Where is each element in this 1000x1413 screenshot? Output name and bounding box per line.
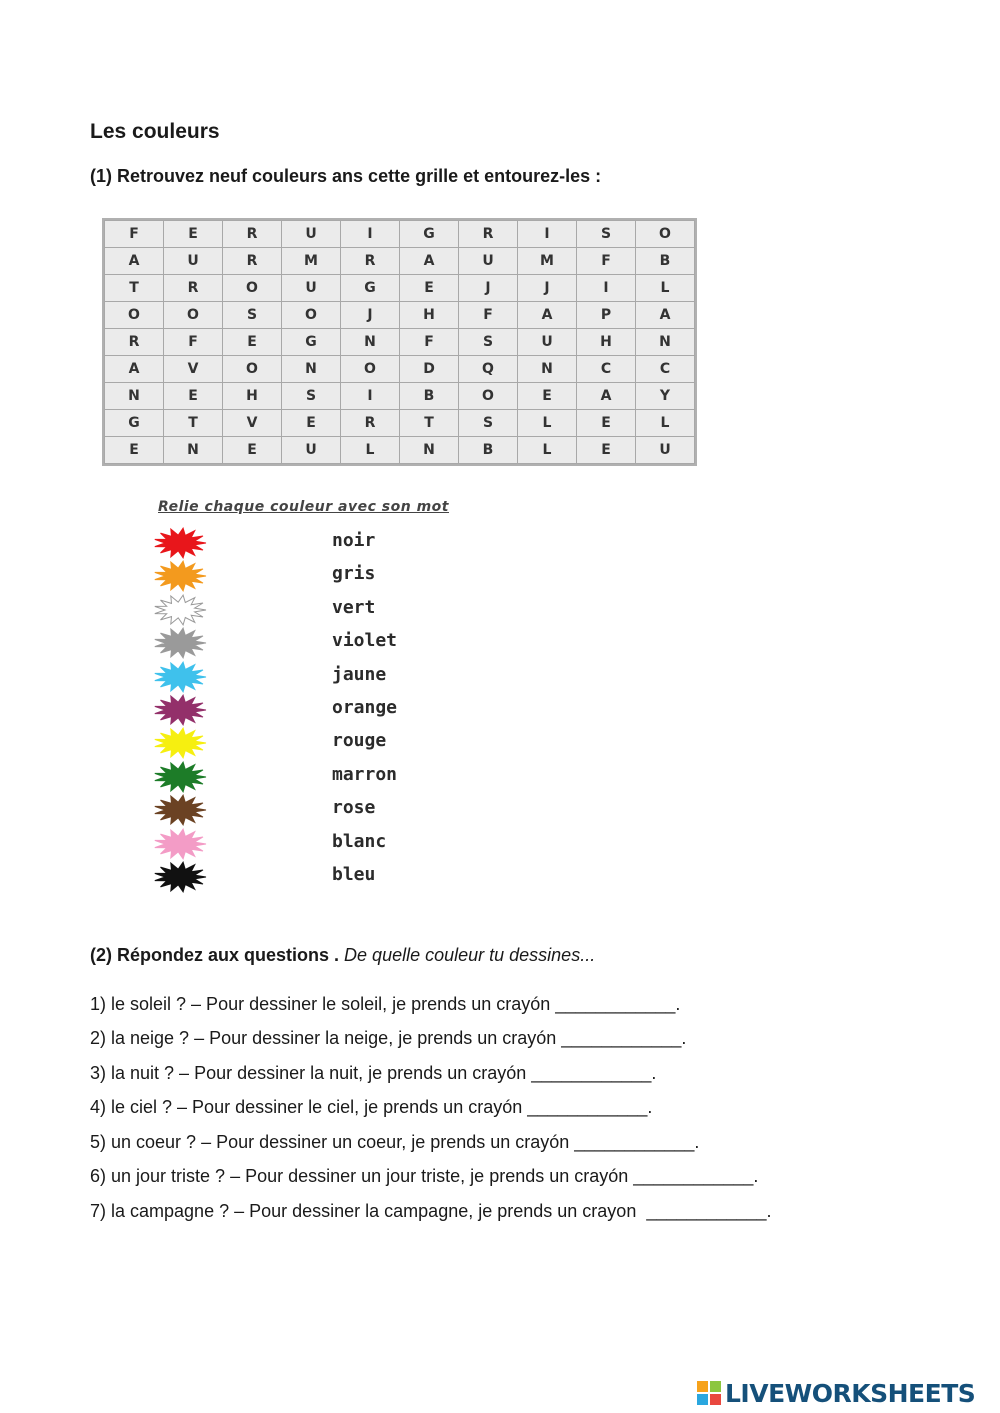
grid-letter[interactable]: N bbox=[341, 329, 400, 356]
question-5[interactable]: 5) un coeur ? – Pour dessiner un coeur, je prends un crayón ____________. bbox=[90, 1132, 700, 1152]
color-splat-icon[interactable] bbox=[150, 693, 210, 727]
grid-letter[interactable]: E bbox=[282, 410, 341, 437]
grid-letter[interactable]: F bbox=[400, 329, 459, 356]
color-word[interactable]: vert bbox=[332, 596, 376, 618]
grid-letter[interactable]: R bbox=[341, 248, 400, 275]
question-7[interactable]: 7) la campagne ? – Pour dessiner la campagne, je prends un crayon ____________. bbox=[90, 1201, 772, 1221]
grid-letter[interactable]: H bbox=[400, 302, 459, 329]
word-search-grid bbox=[104, 220, 695, 464]
grid-letter[interactable]: P bbox=[577, 302, 636, 329]
grid-letter[interactable]: A bbox=[105, 356, 164, 383]
grid-letter[interactable]: J bbox=[459, 275, 518, 302]
grid-letter[interactable]: O bbox=[636, 221, 695, 248]
grid-letter[interactable]: L bbox=[518, 437, 577, 464]
grid-letter[interactable]: S bbox=[577, 221, 636, 248]
grid-letter[interactable]: F bbox=[577, 248, 636, 275]
grid-letter[interactable]: L bbox=[636, 275, 695, 302]
grid-letter[interactable]: C bbox=[636, 356, 695, 383]
grid-letter[interactable]: D bbox=[400, 356, 459, 383]
grid-letter[interactable]: S bbox=[282, 383, 341, 410]
grid-letter[interactable]: R bbox=[105, 329, 164, 356]
grid-letter[interactable]: I bbox=[518, 221, 577, 248]
color-word[interactable]: rose bbox=[332, 797, 376, 819]
color-word[interactable]: gris bbox=[332, 563, 376, 585]
grid-letter[interactable]: E bbox=[518, 383, 577, 410]
grid-row bbox=[105, 410, 695, 437]
grid-letter[interactable]: O bbox=[341, 356, 400, 383]
grid-letter[interactable]: N bbox=[400, 437, 459, 464]
grid-letter[interactable]: N bbox=[164, 437, 223, 464]
color-splat-icon[interactable] bbox=[150, 726, 210, 760]
color-splat-icon[interactable] bbox=[150, 827, 210, 861]
grid-letter[interactable]: A bbox=[518, 302, 577, 329]
grid-letter[interactable]: B bbox=[400, 383, 459, 410]
grid-letter[interactable]: T bbox=[105, 275, 164, 302]
grid-letter[interactable]: T bbox=[400, 410, 459, 437]
grid-letter[interactable]: E bbox=[105, 437, 164, 464]
questions-heading bbox=[90, 945, 595, 966]
grid-letter[interactable]: E bbox=[164, 383, 223, 410]
grid-row bbox=[105, 302, 695, 329]
color-splat-icon[interactable] bbox=[150, 860, 210, 894]
matching-title: Relie chaque couleur avec son mot bbox=[158, 499, 449, 515]
grid-letter[interactable]: U bbox=[282, 275, 341, 302]
color-splat-icon[interactable] bbox=[150, 793, 210, 827]
grid-letter[interactable]: L bbox=[518, 410, 577, 437]
grid-letter[interactable]: O bbox=[164, 302, 223, 329]
grid-letter[interactable]: U bbox=[282, 221, 341, 248]
grid-letter[interactable]: E bbox=[164, 221, 223, 248]
grid-letter[interactable]: J bbox=[341, 302, 400, 329]
grid-letter[interactable]: U bbox=[282, 437, 341, 464]
grid-letter[interactable]: L bbox=[636, 410, 695, 437]
color-word[interactable]: violet bbox=[332, 630, 398, 652]
grid-letter[interactable]: R bbox=[164, 275, 223, 302]
grid-letter[interactable]: B bbox=[636, 248, 695, 275]
grid-letter[interactable]: U bbox=[518, 329, 577, 356]
grid-row bbox=[105, 221, 695, 248]
grid-letter[interactable]: S bbox=[459, 329, 518, 356]
grid-letter[interactable]: E bbox=[577, 410, 636, 437]
grid-letter[interactable]: I bbox=[341, 383, 400, 410]
grid-letter[interactable]: O bbox=[282, 302, 341, 329]
grid-letter[interactable]: R bbox=[341, 410, 400, 437]
grid-letter[interactable]: G bbox=[282, 329, 341, 356]
grid-letter[interactable]: E bbox=[400, 275, 459, 302]
grid-letter[interactable]: V bbox=[223, 410, 282, 437]
color-word[interactable]: orange bbox=[332, 697, 398, 718]
grid-letter[interactable]: F bbox=[105, 221, 164, 248]
grid-letter[interactable]: R bbox=[459, 221, 518, 248]
grid-letter[interactable]: G bbox=[105, 410, 164, 437]
color-splat-icon[interactable] bbox=[150, 559, 210, 593]
grid-letter[interactable]: T bbox=[164, 410, 223, 437]
grid-letter[interactable]: M bbox=[282, 248, 341, 275]
questions-heading-bold: (2) Répondez aux questions . bbox=[90, 945, 340, 965]
grid-letter[interactable]: N bbox=[105, 383, 164, 410]
grid-letter[interactable]: B bbox=[459, 437, 518, 464]
question-1[interactable]: 1) le soleil ? – Pour dessiner le soleil, je prends un crayón ____________. bbox=[90, 994, 681, 1014]
liveworksheets-logo-icon bbox=[697, 1381, 721, 1405]
grid-letter[interactable]: S bbox=[459, 410, 518, 437]
grid-letter[interactable]: A bbox=[105, 248, 164, 275]
grid-letter[interactable]: A bbox=[400, 248, 459, 275]
color-splat-icon[interactable] bbox=[150, 526, 210, 560]
grid-row bbox=[105, 248, 695, 275]
grid-letter[interactable]: V bbox=[164, 356, 223, 383]
grid-letter[interactable]: Q bbox=[459, 356, 518, 383]
color-word[interactable]: noir bbox=[332, 530, 376, 551]
grid-letter[interactable]: S bbox=[223, 302, 282, 329]
grid-letter[interactable]: A bbox=[636, 302, 695, 329]
color-splat-icon[interactable] bbox=[150, 626, 210, 660]
color-splat-icon[interactable] bbox=[150, 593, 210, 627]
color-splat-icon[interactable] bbox=[150, 760, 210, 794]
page-title: Les couleurs bbox=[90, 120, 220, 143]
grid-letter[interactable]: U bbox=[636, 437, 695, 464]
grid-letter[interactable]: L bbox=[341, 437, 400, 464]
grid-letter[interactable]: N bbox=[282, 356, 341, 383]
grid-letter[interactable]: E bbox=[577, 437, 636, 464]
grid-letter[interactable]: E bbox=[223, 329, 282, 356]
grid-row bbox=[105, 437, 695, 464]
grid-letter[interactable]: U bbox=[459, 248, 518, 275]
grid-letter[interactable]: C bbox=[577, 356, 636, 383]
grid-letter[interactable]: H bbox=[577, 329, 636, 356]
grid-letter[interactable]: G bbox=[400, 221, 459, 248]
grid-letter[interactable]: O bbox=[223, 275, 282, 302]
grid-letter[interactable]: H bbox=[223, 383, 282, 410]
grid-letter[interactable]: R bbox=[223, 221, 282, 248]
color-word[interactable]: bleu bbox=[332, 864, 376, 885]
grid-letter[interactable]: F bbox=[164, 329, 223, 356]
grid-row bbox=[105, 329, 695, 356]
grid-letter[interactable]: Y bbox=[636, 383, 695, 410]
grid-letter[interactable]: R bbox=[223, 248, 282, 275]
grid-letter[interactable]: J bbox=[518, 275, 577, 302]
question-3[interactable]: 3) la nuit ? – Pour dessiner la nuit, je prends un crayón ____________. bbox=[90, 1063, 657, 1083]
color-splat-icon[interactable] bbox=[150, 660, 210, 694]
grid-letter[interactable]: N bbox=[636, 329, 695, 356]
color-word[interactable]: marron bbox=[332, 763, 398, 785]
brand-name: LIVEWORKSHEETS bbox=[725, 1378, 976, 1408]
color-word[interactable]: rouge bbox=[332, 730, 387, 752]
grid-letter[interactable]: F bbox=[459, 302, 518, 329]
question-4[interactable]: 4) le ciel ? – Pour dessiner le ciel, je prends un crayón ____________. bbox=[90, 1097, 653, 1117]
grid-letter[interactable]: G bbox=[341, 275, 400, 302]
color-word[interactable]: blanc bbox=[332, 830, 387, 852]
wordsearch-instruction: (1) Retrouvez neuf couleurs ans cette grille et entourez-les : bbox=[90, 166, 602, 186]
question-2[interactable]: 2) la neige ? – Pour dessiner la neige, je prends un crayón ____________. bbox=[90, 1028, 687, 1048]
grid-letter[interactable]: U bbox=[164, 248, 223, 275]
color-word[interactable]: jaune bbox=[332, 663, 387, 685]
grid-row bbox=[105, 356, 695, 383]
grid-letter[interactable]: I bbox=[341, 221, 400, 248]
grid-letter[interactable]: M bbox=[518, 248, 577, 275]
grid-letter[interactable]: O bbox=[223, 356, 282, 383]
grid-letter[interactable]: O bbox=[459, 383, 518, 410]
questions-heading-italic: De quelle couleur tu dessines... bbox=[344, 945, 596, 965]
grid-letter[interactable]: N bbox=[518, 356, 577, 383]
grid-letter[interactable]: E bbox=[223, 437, 282, 464]
grid-letter[interactable]: I bbox=[577, 275, 636, 302]
grid-row bbox=[105, 275, 695, 302]
grid-row bbox=[105, 383, 695, 410]
grid-letter[interactable]: O bbox=[105, 302, 164, 329]
brand-logo-block bbox=[697, 1378, 975, 1408]
question-6[interactable]: 6) un jour triste ? – Pour dessiner un jour triste, je prends un crayón ____________. bbox=[90, 1166, 759, 1186]
grid-letter[interactable]: A bbox=[577, 383, 636, 410]
